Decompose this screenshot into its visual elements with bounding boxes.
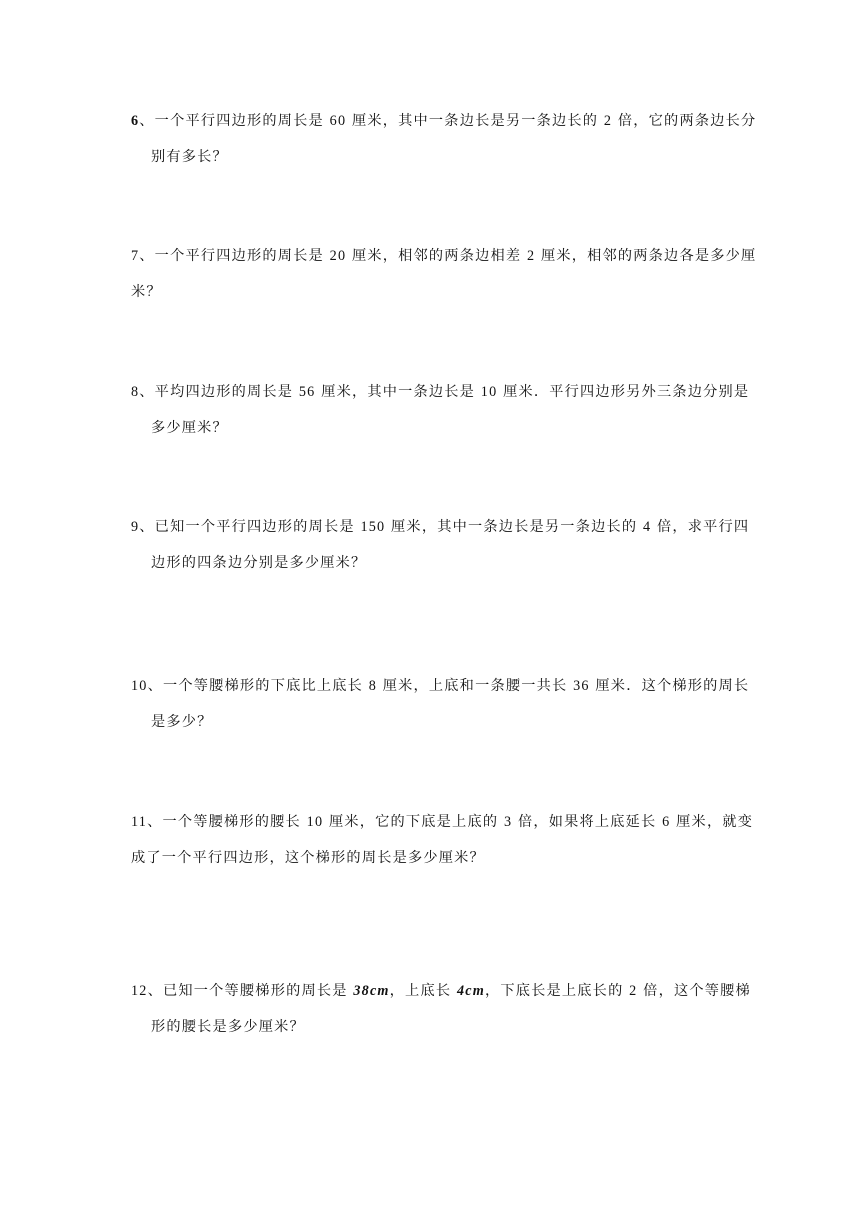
- question-7-line-2: 米？: [131, 284, 162, 300]
- question-8-line-2: 多少厘米？: [151, 420, 228, 436]
- question-6-line-2: 别有多长？: [151, 149, 228, 165]
- question-number: 8: [131, 384, 140, 400]
- question-11: [131, 813, 754, 885]
- question-10-line-1: 10、一个等腰梯形的下底比上底长 8 厘米，上底和一条腰一共长 36 厘米．这个梯形的周长: [131, 678, 750, 694]
- question-number: 12: [131, 983, 148, 999]
- question-number: 9: [131, 519, 140, 535]
- question-10: [131, 677, 750, 749]
- question-12-line-2: 形的腰长是多少厘米？: [151, 1019, 305, 1035]
- question-number: 7: [131, 248, 140, 264]
- question-number: 10: [131, 678, 148, 694]
- question-11-line-1: 11、一个等腰梯形的腰长 10 厘米，它的下底是上底的 3 倍，如果将上底延长 6 厘米，就变: [131, 814, 754, 830]
- math-value: 4: [456, 983, 466, 999]
- question-number: 11: [131, 814, 148, 830]
- question-12-line-1: 12、已知一个等腰梯形的周长是 38cm，上底长 4cm，下底长是上底长的 2 倍，这个等腰梯: [131, 983, 751, 999]
- question-12: [131, 982, 751, 1054]
- math-value: 38: [353, 983, 370, 999]
- question-7: [131, 247, 757, 319]
- math-unit: cm: [465, 983, 485, 999]
- question-7-line-1: 7、一个平行四边形的周长是 20 厘米，相邻的两条边相差 2 厘米，相邻的两条边各是多少厘: [131, 248, 757, 264]
- question-10-line-2: 是多少？: [151, 714, 213, 730]
- math-unit: cm: [369, 983, 390, 999]
- question-6: [131, 112, 757, 184]
- question-8-line-1: 8、平均四边形的周长是 56 厘米，其中一条边长是 10 厘米．平行四边形另外三条边分别是: [131, 384, 750, 400]
- question-6-line-1: 6、一个平行四边形的周长是 60 厘米，其中一条边长是另一条边长的 2 倍，它的两条边长分: [131, 113, 757, 129]
- question-number: 6: [131, 113, 140, 129]
- question-8: [131, 383, 750, 455]
- question-9-line-2: 边形的四条边分别是多少厘米？: [151, 555, 367, 571]
- question-9: [131, 518, 750, 590]
- question-9-line-1: 9、已知一个平行四边形的周长是 150 厘米，其中一条边长是另一条边长的 4 倍，求平行四: [131, 519, 750, 535]
- question-11-line-2: 成了一个平行四边形，这个梯形的周长是多少厘米？: [131, 850, 485, 866]
